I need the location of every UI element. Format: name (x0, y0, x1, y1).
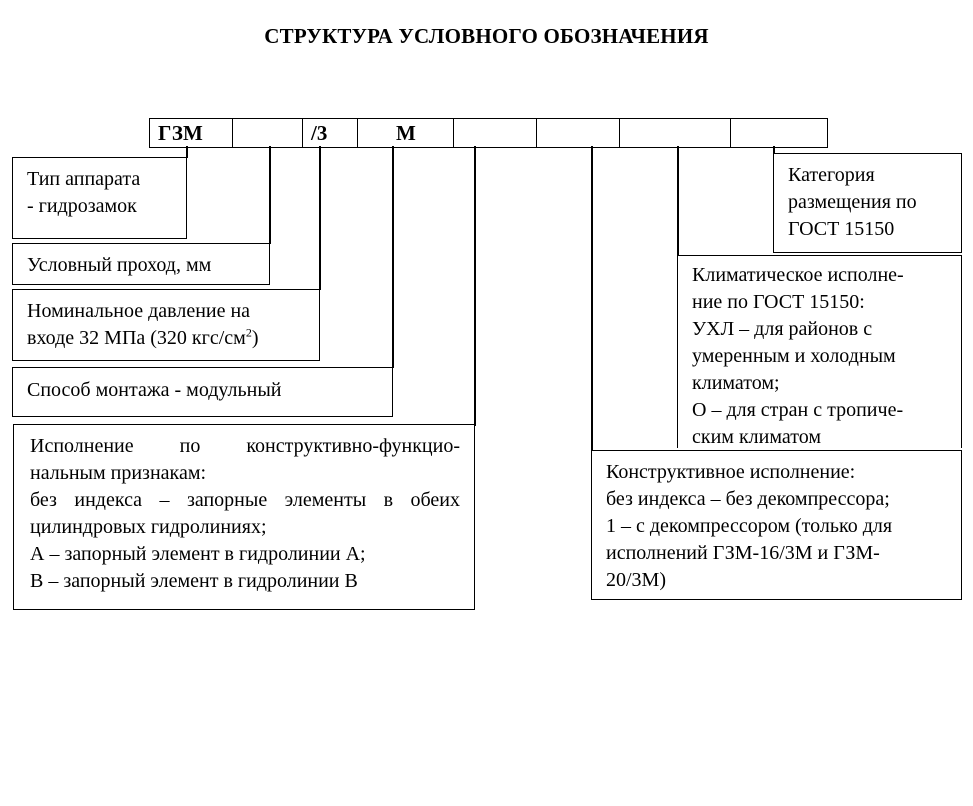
mounting-text: Способ монтажа - модульный (27, 379, 282, 401)
execution-line-4: цилиндровых гидролиниях; (30, 516, 267, 538)
design-line-5: 20/3М) (606, 569, 666, 591)
execution-line-6: В – запорный элемент в гидролинии В (30, 570, 358, 592)
box-climatic (677, 255, 962, 448)
design-line-2: без индекса – без декомпрессора; (606, 488, 890, 510)
cell-climatic (620, 119, 731, 147)
placement-line-2: размещения по (788, 191, 917, 213)
connector-line-mounting (392, 146, 394, 368)
climatic-line-4: умеренным и холодным (692, 345, 896, 367)
nominal-pressure-line-2 (27, 325, 319, 352)
connector-line-bore (269, 146, 271, 244)
connector-line-execution (474, 146, 476, 426)
designation-row (149, 118, 828, 148)
cell-mounting: М (358, 119, 454, 147)
nominal-bore-text: Условный проход, мм (27, 254, 212, 276)
box-execution (13, 424, 475, 610)
execution-line-5: А – запорный элемент в гидролинии А; (30, 543, 366, 565)
design-line-4: исполнений ГЗМ-16/3М и ГЗМ- (606, 542, 880, 564)
climatic-line-5: климатом; (692, 372, 780, 394)
device-type-line-1: Тип аппарата (27, 168, 141, 190)
climatic-line-7: ским климатом (692, 426, 821, 448)
box-mounting (12, 367, 393, 417)
design-line-3: 1 – с декомпрессором (только для (606, 515, 893, 537)
cell-pressure: /3 (303, 119, 358, 147)
cell-bore (233, 119, 303, 147)
placement-line-3: ГОСТ 15150 (788, 218, 895, 240)
climatic-line-6: О – для стран с тропиче- (692, 399, 904, 421)
diagram-title: СТРУКТУРА УСЛОВНОГО ОБОЗНАЧЕНИЯ (264, 24, 709, 48)
nominal-pressure-end: ) (251, 327, 259, 349)
connector-line-design (591, 146, 593, 451)
cell-placement (731, 119, 828, 147)
nominal-pressure-text: входе 32 МПа (320 кгс/см (27, 327, 246, 349)
connector-line-pressure (319, 146, 321, 290)
design-line-1: Конструктивное исполнение: (606, 461, 856, 483)
box-nominal-pressure (12, 289, 320, 361)
device-type-line-2: - гидрозамок (27, 195, 137, 217)
nominal-pressure-line-1: Номинальное давление на (27, 300, 251, 322)
placement-line-1: Категория (788, 164, 875, 186)
nominal-pressure-sup: 2 (245, 325, 252, 340)
execution-line-3: без индекса – запорные элементы в обеих (30, 489, 460, 511)
climatic-line-1: Климатическое исполне- (692, 264, 904, 286)
connector-line-climatic (677, 146, 679, 256)
climatic-line-2: ние по ГОСТ 15150: (692, 291, 865, 313)
cell-gzm: ГЗМ (150, 119, 233, 147)
execution-line-2: нальным признакам: (30, 462, 207, 484)
box-device-type (12, 157, 187, 239)
box-design (591, 450, 962, 600)
cell-design (537, 119, 620, 147)
climatic-line-3: УХЛ – для районов с (692, 318, 873, 340)
execution-line-1: Исполнение по конструктивно-функцио- (30, 435, 460, 457)
box-nominal-bore (12, 243, 270, 285)
box-placement-category (773, 153, 962, 253)
cell-execution (454, 119, 537, 147)
